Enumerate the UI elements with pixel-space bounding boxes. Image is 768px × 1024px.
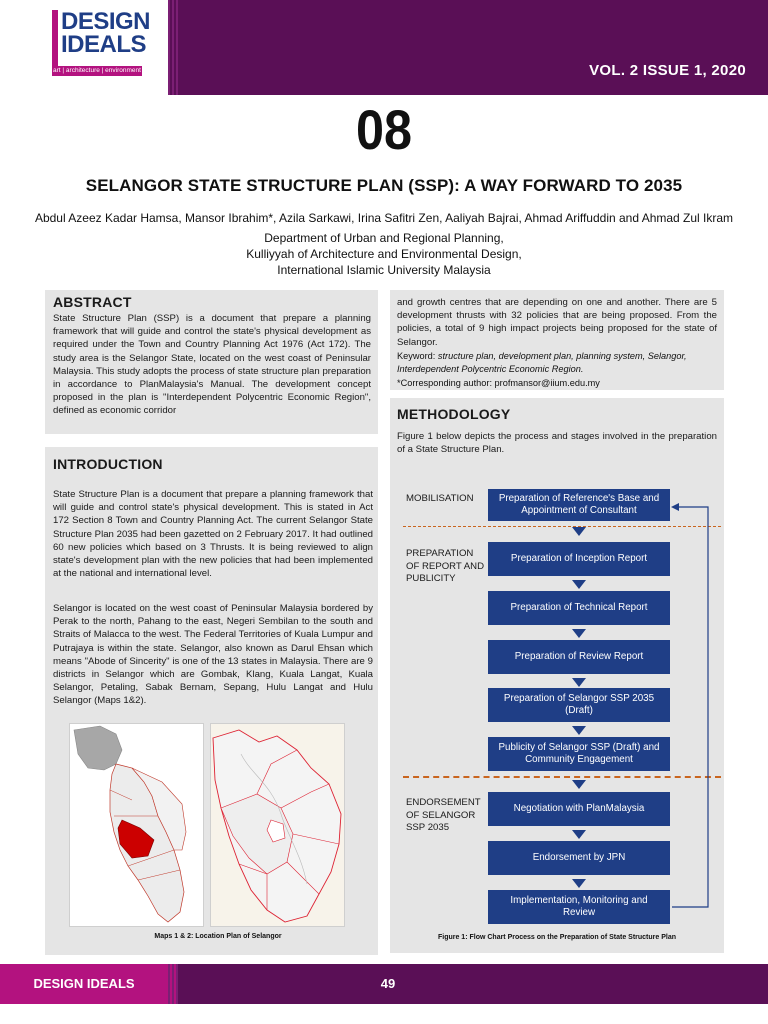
article-number: 08 [355, 98, 413, 161]
stage-label-mobilisation: MOBILISATION [406, 493, 474, 504]
affiliation-line: Department of Urban and Regional Planning, [264, 231, 504, 245]
page-number: 49 [380, 976, 396, 991]
flow-arrow [572, 726, 586, 735]
affiliation-line: Kulliyyah of Architecture and Environmental Design, [246, 247, 522, 261]
abstract-heading: ABSTRACT [53, 294, 132, 310]
introduction-paragraph: State Structure Plan is a document that prepare a planning framework that will guide and control state's physical development. This is stated in Act 172 Section 8 Town and Country Planning Act. The current Selangor State Structure Plan 2035 had been gazetted on 2 February 2017. It had outlined 60 new policies which based on 3 Thrusts. It is being reviewed to align state's development plan with the new policies that had been implemented at the national and international level. [53, 489, 373, 580]
design-ideals-logo [52, 8, 151, 76]
keywords-label: Keyword: [397, 351, 436, 361]
stage-label-endorsement: ENDORSEMENT OF SELANGOR SSP 2035 [406, 797, 481, 833]
flow-arrow [572, 879, 586, 888]
flow-arrow [572, 527, 586, 536]
affiliation-line: International Islamic University Malaysia [277, 263, 491, 277]
flow-arrow [572, 629, 586, 638]
footer-brand: DESIGN IDEALS [33, 976, 135, 991]
introduction-paragraph: Selangor is located on the west coast of Peninsular Malaysia bordered by Perak to the north, Pahang to the east, Negeri Sembilan to the south and Straits of Malacca to the west. The Federal Territories of Kuala Lumpur and Putrajaya is within the state. Selangor, also known as Darul Ehsan which means "Abode of Sincerity" is one of the 13 states in Malaysia. There are 9 districts in Selangor which are Gombak, Klang, Kuala Langat, Kuala Selangor, Petaling, Sabak Bernam, Sepang, Hulu Langat and Hulu Selangor (Maps 1&2). [53, 603, 373, 707]
flow-arrow [572, 678, 586, 687]
flow-step: Preparation of Inception Report [488, 542, 670, 576]
feedback-loop-arrow [668, 500, 716, 912]
location-maps [62, 723, 374, 928]
logo-word-design: DESIGN [61, 8, 151, 35]
footer-stripe [168, 964, 178, 1004]
volume-issue: VOL. 2 ISSUE 1, 2020 [589, 62, 746, 79]
flow-arrow [572, 780, 586, 789]
flow-step: Publicity of Selangor SSP (Draft) and Community Engagement [488, 737, 670, 771]
flow-step: Preparation of Selangor SSP 2035 (Draft) [488, 688, 670, 722]
corresponding-author: *Corresponding author: profmansor@iium.edu.my [397, 378, 600, 388]
author-list: Abdul Azeez Kadar Hamsa, Mansor Ibrahim*, Azila Sarkawi, Irina Safitri Zen, Aaliyah Bajrai, Ahmad Ariffuddin and Ahmad Zul Ikram [34, 211, 734, 225]
flow-step: Preparation of Review Report [488, 640, 670, 674]
flow-step: Endorsement by JPN [488, 841, 670, 875]
maps-caption: Maps 1 & 2: Location Plan of Selangor [154, 933, 282, 940]
methodology-text: Figure 1 below depicts the process and stages involved in the preparation of a State Structure Plan. [397, 431, 717, 456]
flow-arrow [572, 580, 586, 589]
article-title: SELANGOR STATE STRUCTURE PLAN (SSP): A WAY FORWARD TO 2035 [85, 176, 683, 195]
flow-step: Implementation, Monitoring and Review [488, 890, 670, 924]
selangor-district-map [210, 723, 345, 927]
methodology-heading: METHODOLOGY [397, 406, 511, 422]
flow-step: Preparation of Reference's Base and Appointment of Consultant [488, 489, 670, 521]
affiliation [0, 230, 768, 278]
keywords-list: structure plan, development plan, planning system, Selangor, Interdependent Polycentric Economic Region. [397, 351, 687, 374]
figure-caption: Figure 1: Flow Chart Process on the Preparation of State Structure Plan [437, 934, 677, 941]
flow-arrow [572, 830, 586, 839]
logo-accent-bar [52, 10, 58, 68]
abstract-text-continued: and growth centres that are depending on one and another. There are 5 development thrusts with 32 policies that are being proposed. From the policies, a total of 9 high impact projects being proposed for the state of Selangor. [397, 297, 717, 348]
peninsular-malaysia-map [69, 723, 204, 927]
stage-label-preparation: PREPARATION OF REPORT AND PUBLICITY [406, 548, 485, 584]
header-stripe [168, 0, 178, 95]
logo-word-ideals: IDEALS [61, 31, 147, 58]
flow-step: Preparation of Technical Report [488, 591, 670, 625]
logo-tagline: art | architecture | environment [53, 67, 141, 74]
keywords [397, 350, 717, 375]
abstract-text: State Structure Plan (SSP) is a document that prepare a planning framework that will guide and control the state's physical development as required under the Town and Country Planning Act 1976 (Act 172). The study area is the Selangor State, located on the west coast of Peninsular Malaysia. This study adopts the process of state structure plan preparation in accordance to PlanMalaysia's Manual. The development concept proposed in the plan is "Interdependent Polycentric Economic Region", defined as economic corridor [53, 313, 371, 417]
flow-step: Negotiation with PlanMalaysia [488, 792, 670, 826]
introduction-heading: INTRODUCTION [53, 456, 163, 472]
